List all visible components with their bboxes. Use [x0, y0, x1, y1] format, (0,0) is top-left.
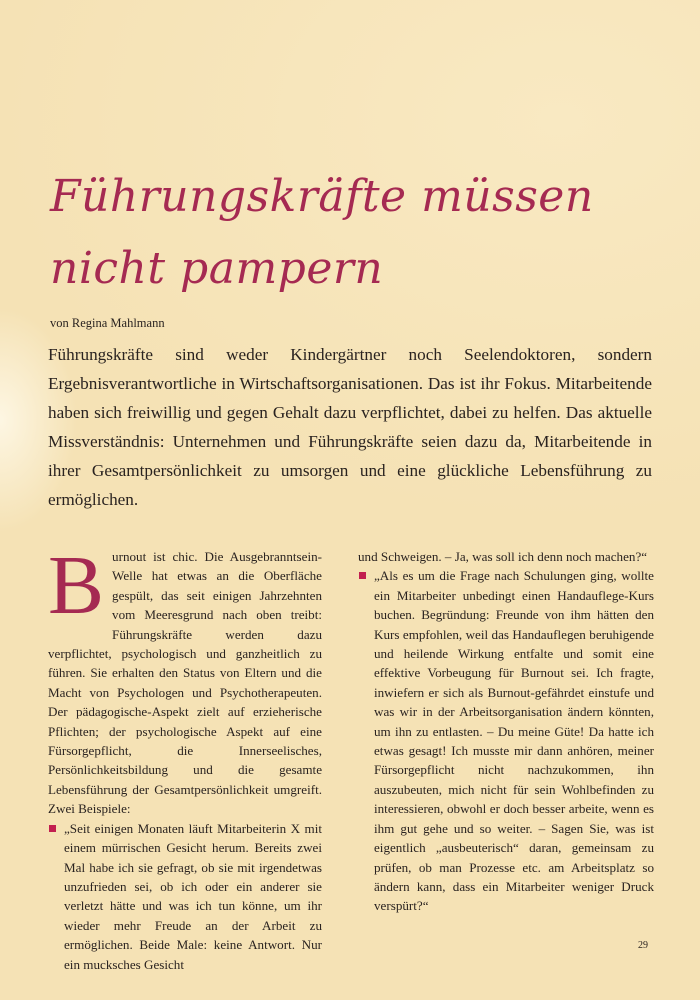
drop-cap: B [48, 539, 105, 632]
title-line-1: Führungskräfte müssen [50, 171, 594, 223]
column-left [48, 539, 322, 974]
lead-paragraph: Führungskräfte sind weder Kindergärtner noch Seelendoktoren, sondern Ergebnisverantwortliche in Wirtschaftsorganisationen. Das ist ihr Fokus. Mitarbeitende haben sich freiwillig und gegen Gehalt dazu verpflichtet, dabei zu helfen. Das aktuelle Missverständnis: Unternehmen und Führungskräfte seien dazu da, Mitarbeitende in ihrer Gesamtpersönlichkeit zu umsorgen und eine glückliche Lebensführung zu ermöglichen. [48, 345, 652, 509]
page-number: 29 [638, 940, 648, 951]
column-right [358, 547, 654, 916]
intro-text: urnout ist chic. Die Ausgebranntsein-Welle hat etwas an die Oberfläche gespült, das seit einigen Jahrzehnten vom Meeresgrund nach oben treibt: Führungskräfte werden dazu verpflichtet, psychologisch und ganzheitlich zu führen. Sie erhalten den Status von Eltern und die Macht von Psychologen und Psychotherapeuten. Der pädagogische-Aspekt zielt auf erzieherische Pflichten; der psychologische Aspekt auf eine Fürsorgepflicht, die Innerseelisches, Persönlichkeitsbildung und die gesamte Lebensführung der Gesamtpersönlichkeit umgreift. Zwei Beispiele: [48, 549, 322, 817]
example-2-text: „Als es um die Frage nach Schulungen ging, wollte ein Mitarbeiter unbedingt einen Handauflege-Kurs buchen. Begründung: Freunde von ihm hätten den Kurs empfohlen, weil das Handauflegen beruhigende und heilende Wirkung entfalte und somit eine effektive Vorbeugung für Burnout sei. Ich fragte, inwiefern er sich als Burnout-gefährdet einstufe und was wir in der Arbeitsorganisation ändern könnten, um ihn zu entlasten. – Du meine Güte! Da hatte ich etwas gesagt! Ich musste mir dann anhören, meiner Fürsorgepflicht nicht nachzukommen, ihn auszubeuten, mich nicht für sein Wohlbefinden zu interessieren, obwohl er doch besser arbeite, wenn es ihm gut gehe und so weiter. – Sagen Sie, was ist eigentlich „ausbeuterisch“ daran, gemeinsam zu prüfen, ob man Prozesse etc. am Arbeitsplatz so ändern kann, dass ein Mitarbeiter weniger Druck verspürt?“ [374, 568, 654, 914]
title-line-2: nicht pampern [50, 243, 384, 295]
example-2 [358, 566, 654, 915]
example-1-continued [358, 547, 654, 566]
square-bullet-icon [49, 825, 56, 832]
example-1-text: „Seit einigen Monaten läuft Mitarbeiterin X mit einem mürrischen Gesicht herum. Bereits zwei Mal habe ich sie gefragt, ob sie mit irgendetwas unzufrieden sei, ob ich oder ein anderer sie verletzt hätte und was ich tun könne, um ihr wieder mehr Freude an der Arbeit zu ermöglichen. Beide Male: keine Antwort. Nur ein mucksches Gesicht [64, 820, 322, 972]
example-1 [48, 819, 322, 974]
example-1-continued-text: und Schweigen. – Ja, was soll ich denn noch machen?“ [358, 549, 648, 564]
intro-paragraph [48, 539, 322, 819]
article-title [50, 161, 670, 305]
square-bullet-icon [359, 572, 366, 579]
byline: von Regina Mahlmann [50, 316, 165, 330]
